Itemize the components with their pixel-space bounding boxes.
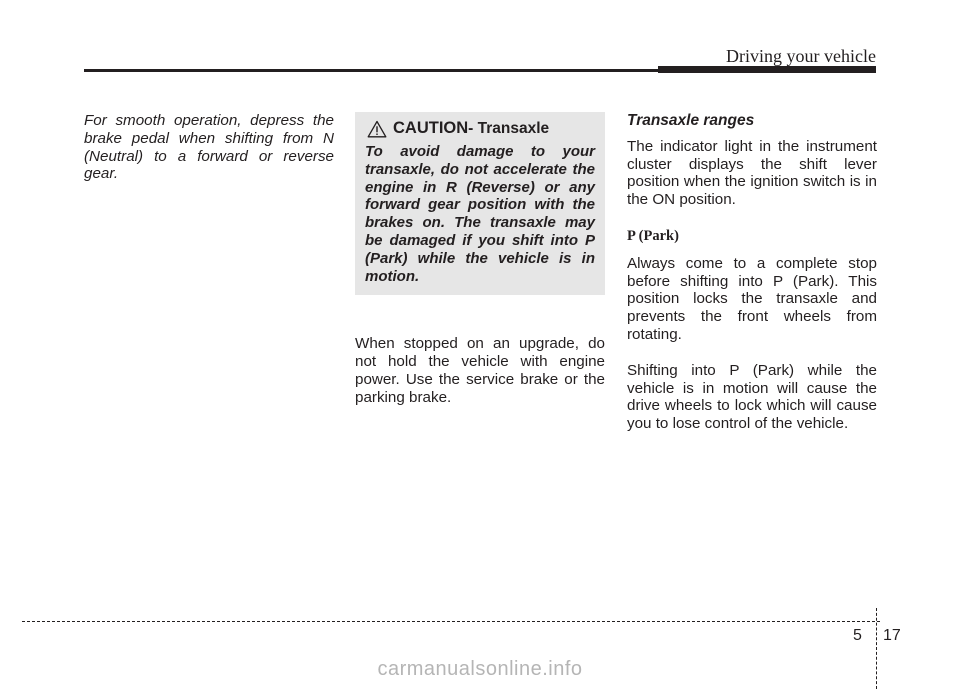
caution-subject: - Transaxle <box>468 120 550 138</box>
column-left <box>84 112 334 183</box>
transaxle-ranges-heading: Transaxle ranges <box>627 112 755 129</box>
park-subheading: P (Park) <box>627 227 679 244</box>
caution-text: To avoid damage to your transaxle, do not accelerate the engine in R (Reverse) or any forward gear position with the brakes on. The transaxle may be damaged if you shift into P (Park) while the vehicle is in motion. <box>365 143 595 285</box>
footer-rule <box>22 621 880 622</box>
chapter-number: 5 <box>853 627 862 644</box>
watermark: carmanualsonline.info <box>377 658 583 680</box>
column-right <box>627 112 877 433</box>
header-rule-accent <box>658 66 876 73</box>
park-paragraph-2: Shifting into P (Park) while the vehicle is in motion will cause the drive wheels to lock which will cause you to lose control of the vehicle. <box>627 361 877 433</box>
column-middle <box>355 112 605 407</box>
upgrade-paragraph: When stopped on an upgrade, do not hold the vehicle with engine power. Use the service brake or the parking brake. <box>355 335 605 406</box>
header-rule <box>84 69 658 72</box>
page-number: 17 <box>883 627 901 644</box>
indicator-paragraph: The indicator light in the instrument cluster displays the shift lever position when the ignition switch is in the ON position. <box>627 137 877 209</box>
caution-label: CAUTION <box>393 119 469 138</box>
caution-heading <box>365 120 595 138</box>
caution-box <box>355 112 605 295</box>
warning-triangle-icon <box>367 120 387 138</box>
shifting-tip-paragraph: For smooth operation, depress the brake pedal when shifting from N (Neutral) to a forward or reverse gear. <box>84 112 334 183</box>
park-paragraph-1: Always come to a complete stop before shifting into P (Park). This position locks the transaxle and prevents the front wheels from rotating. <box>627 254 877 343</box>
section-title: Driving your vehicle <box>726 46 876 66</box>
